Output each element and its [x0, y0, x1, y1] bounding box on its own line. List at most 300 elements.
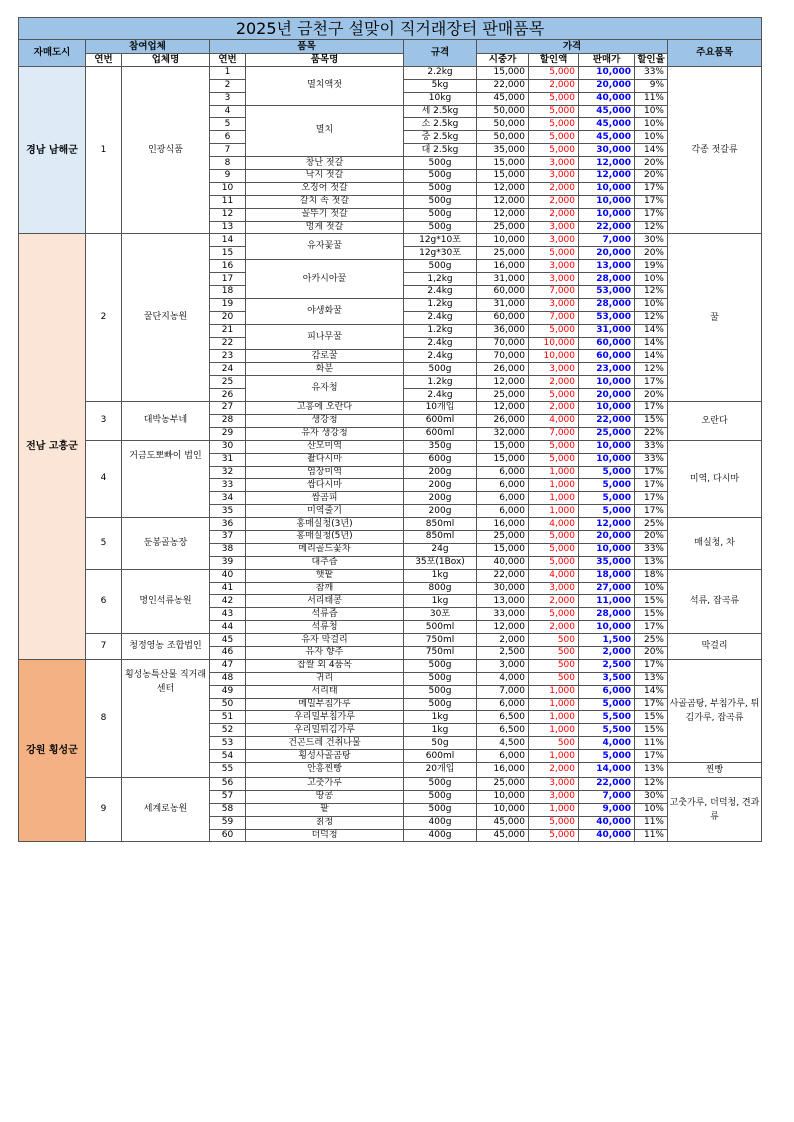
item-name-cell: 미역줄기 — [246, 505, 404, 518]
spec-cell: 24g — [404, 543, 477, 556]
page-title: 2025년 금천구 설맞이 직거래장터 판매품목 — [19, 18, 762, 40]
discount-cell: 3,000 — [529, 221, 579, 234]
sale-price-cell: 5,000 — [579, 698, 635, 711]
spec-cell: 500g — [404, 221, 477, 234]
discount-rate-cell: 17% — [635, 621, 668, 634]
discount-cell: 500 — [529, 634, 579, 647]
spec-cell: 500g — [404, 698, 477, 711]
spec-cell: 12g*30포 — [404, 247, 477, 260]
header-price-group: 가격 — [477, 40, 668, 54]
spec-cell: 500g — [404, 208, 477, 221]
discount-cell: 3,000 — [529, 260, 579, 273]
discount-cell: 1,000 — [529, 492, 579, 505]
table-row — [19, 402, 762, 415]
item-no-cell: 50 — [210, 698, 246, 711]
spec-cell: 800g — [404, 582, 477, 595]
company-no-cell: 9 — [86, 777, 122, 841]
item-no-cell: 14 — [210, 234, 246, 247]
spec-cell: 1kg — [404, 711, 477, 724]
table-row — [19, 440, 762, 453]
discount-rate-cell: 18% — [635, 569, 668, 582]
retail-price-cell: 12,000 — [477, 195, 529, 208]
discount-cell: 1,000 — [529, 505, 579, 518]
sale-price-cell: 60,000 — [579, 337, 635, 350]
discount-rate-cell: 14% — [635, 350, 668, 363]
item-name-cell: 멸치액젓 — [246, 66, 404, 105]
retail-price-cell: 2,000 — [477, 634, 529, 647]
discount-rate-cell: 14% — [635, 144, 668, 157]
item-no-cell: 56 — [210, 777, 246, 790]
discount-rate-cell: 14% — [635, 324, 668, 337]
discount-rate-cell: 25% — [635, 634, 668, 647]
product-table — [18, 17, 762, 842]
retail-price-cell: 33,000 — [477, 608, 529, 621]
spec-cell: 1.2kg — [404, 298, 477, 311]
item-name-cell: 촬다시마 — [246, 453, 404, 466]
item-no-cell: 55 — [210, 762, 246, 777]
item-name-cell: 아카시아꿀 — [246, 260, 404, 299]
discount-rate-cell: 20% — [635, 170, 668, 183]
item-no-cell: 39 — [210, 556, 246, 569]
retail-price-cell: 22,000 — [477, 79, 529, 92]
retail-price-cell: 15,000 — [477, 543, 529, 556]
sale-price-cell: 5,500 — [579, 711, 635, 724]
retail-price-cell: 4,500 — [477, 737, 529, 750]
item-no-cell: 45 — [210, 634, 246, 647]
item-no-cell: 52 — [210, 724, 246, 737]
sale-price-cell: 20,000 — [579, 247, 635, 260]
spec-cell: 1kg — [404, 569, 477, 582]
spec-cell: 500g — [404, 157, 477, 170]
discount-cell: 500 — [529, 737, 579, 750]
sale-price-cell: 10,000 — [579, 453, 635, 466]
item-no-cell: 25 — [210, 376, 246, 389]
header-retail: 시중가 — [477, 54, 529, 67]
item-no-cell: 24 — [210, 363, 246, 376]
main-items-cell: 오란다 — [668, 402, 762, 441]
header-main-items: 주요품목 — [668, 40, 762, 67]
item-no-cell: 35 — [210, 505, 246, 518]
item-no-cell: 27 — [210, 402, 246, 415]
item-no-cell: 23 — [210, 350, 246, 363]
sale-price-cell: 12,000 — [579, 170, 635, 183]
region-cell: 전남 고흥군 — [19, 234, 86, 659]
spec-cell: 20개입 — [404, 762, 477, 777]
sale-price-cell: 12,000 — [579, 157, 635, 170]
spec-cell: 600ml — [404, 414, 477, 427]
spec-cell: 500g — [404, 170, 477, 183]
item-no-cell: 8 — [210, 157, 246, 170]
retail-price-cell: 25,000 — [477, 530, 529, 543]
spec-cell: 350g — [404, 440, 477, 453]
sale-price-cell: 60,000 — [579, 350, 635, 363]
discount-cell: 5,000 — [529, 816, 579, 829]
discount-cell: 3,000 — [529, 234, 579, 247]
sale-price-cell: 45,000 — [579, 105, 635, 118]
item-name-cell: 햇팥 — [246, 569, 404, 582]
discount-rate-cell: 11% — [635, 92, 668, 105]
retail-price-cell: 4,000 — [477, 672, 529, 685]
header-discount: 할인액 — [529, 54, 579, 67]
table-row — [19, 569, 762, 582]
item-no-cell: 43 — [210, 608, 246, 621]
retail-price-cell: 13,000 — [477, 595, 529, 608]
retail-price-cell: 6,500 — [477, 724, 529, 737]
spec-cell: 600ml — [404, 750, 477, 763]
sale-price-cell: 25,000 — [579, 427, 635, 440]
discount-cell: 3,000 — [529, 273, 579, 286]
item-no-cell: 16 — [210, 260, 246, 273]
discount-rate-cell: 13% — [635, 762, 668, 777]
retail-price-cell: 6,500 — [477, 711, 529, 724]
item-name-cell: 멸치 — [246, 105, 404, 157]
retail-price-cell: 70,000 — [477, 350, 529, 363]
discount-cell: 3,000 — [529, 582, 579, 595]
sale-price-cell: 12,000 — [579, 518, 635, 531]
discount-rate-cell: 25% — [635, 518, 668, 531]
discount-rate-cell: 15% — [635, 724, 668, 737]
retail-price-cell: 36,000 — [477, 324, 529, 337]
discount-cell: 5,000 — [529, 105, 579, 118]
company-no-cell: 3 — [86, 402, 122, 441]
item-no-cell: 31 — [210, 453, 246, 466]
retail-price-cell: 12,000 — [477, 208, 529, 221]
item-no-cell: 5 — [210, 118, 246, 131]
main-items-cell: 미역, 다시마 — [668, 440, 762, 517]
company-no-cell: 4 — [86, 440, 122, 517]
spec-cell: 500g — [404, 182, 477, 195]
sale-price-cell: 22,000 — [579, 221, 635, 234]
discount-rate-cell: 17% — [635, 479, 668, 492]
item-no-cell: 59 — [210, 816, 246, 829]
main-items-cell: 매실청, 차 — [668, 518, 762, 570]
discount-cell: 500 — [529, 646, 579, 659]
item-name-cell: 귀리 — [246, 672, 404, 685]
retail-price-cell: 6,000 — [477, 492, 529, 505]
retail-price-cell: 16,000 — [477, 762, 529, 777]
spec-cell: 400g — [404, 816, 477, 829]
spec-cell: 1.2kg — [404, 324, 477, 337]
retail-price-cell: 15,000 — [477, 453, 529, 466]
discount-cell: 5,000 — [529, 440, 579, 453]
item-name-cell: 건곤드레 건취나물 — [246, 737, 404, 750]
item-no-cell: 58 — [210, 803, 246, 816]
discount-rate-cell: 12% — [635, 221, 668, 234]
retail-price-cell: 50,000 — [477, 131, 529, 144]
retail-price-cell: 50,000 — [477, 118, 529, 131]
retail-price-cell: 16,000 — [477, 260, 529, 273]
discount-cell: 5,000 — [529, 389, 579, 402]
discount-rate-cell: 20% — [635, 646, 668, 659]
retail-price-cell: 6,000 — [477, 466, 529, 479]
main-items-cell: 석류, 잡곡류 — [668, 569, 762, 633]
item-no-cell: 13 — [210, 221, 246, 234]
sale-price-cell: 5,000 — [579, 466, 635, 479]
item-name-cell: 서리태 — [246, 685, 404, 698]
sale-price-cell: 10,000 — [579, 208, 635, 221]
discount-rate-cell: 10% — [635, 298, 668, 311]
spec-cell: 2.2kg — [404, 66, 477, 79]
main-items-cell: 사골곰탕, 부침가루, 튀김가루, 잡곡류 — [668, 659, 762, 762]
discount-rate-cell: 33% — [635, 453, 668, 466]
discount-rate-cell: 11% — [635, 816, 668, 829]
sale-price-cell: 10,000 — [579, 621, 635, 634]
spec-cell: 500g — [404, 790, 477, 803]
item-name-cell: 홍매실청(5년) — [246, 530, 404, 543]
item-name-cell: 횡성사골곰탕 — [246, 750, 404, 763]
retail-price-cell: 45,000 — [477, 816, 529, 829]
main-items-cell: 각종 젓갈류 — [668, 66, 762, 234]
header-company-name: 업체명 — [122, 54, 210, 67]
item-no-cell: 18 — [210, 286, 246, 299]
spec-cell: 200g — [404, 492, 477, 505]
region-cell: 경남 남해군 — [19, 66, 86, 234]
company-no-cell: 5 — [86, 518, 122, 570]
discount-cell: 5,000 — [529, 247, 579, 260]
retail-price-cell: 30,000 — [477, 582, 529, 595]
main-items-cell: 찐빵 — [668, 762, 762, 777]
discount-rate-cell: 15% — [635, 414, 668, 427]
discount-cell: 2,000 — [529, 402, 579, 415]
spec-cell: 500g — [404, 659, 477, 672]
spec-cell: 2.4kg — [404, 389, 477, 402]
company-no-cell: 8 — [86, 659, 122, 777]
discount-rate-cell: 17% — [635, 492, 668, 505]
discount-cell: 4,000 — [529, 518, 579, 531]
sale-price-cell: 10,000 — [579, 195, 635, 208]
discount-cell: 1,000 — [529, 803, 579, 816]
sale-price-cell: 10,000 — [579, 182, 635, 195]
discount-rate-cell: 10% — [635, 803, 668, 816]
discount-cell: 500 — [529, 672, 579, 685]
spec-cell: 600g — [404, 453, 477, 466]
discount-rate-cell: 20% — [635, 389, 668, 402]
discount-rate-cell: 10% — [635, 582, 668, 595]
item-no-cell: 3 — [210, 92, 246, 105]
item-name-cell: 야생화꿀 — [246, 298, 404, 324]
company-name-cell: 둔봉골농장 — [122, 518, 210, 570]
header-sale: 판매가 — [579, 54, 635, 67]
retail-price-cell: 31,000 — [477, 273, 529, 286]
discount-rate-cell: 33% — [635, 543, 668, 556]
item-no-cell: 32 — [210, 466, 246, 479]
sale-price-cell: 30,000 — [579, 144, 635, 157]
discount-rate-cell: 17% — [635, 698, 668, 711]
sale-price-cell: 18,000 — [579, 569, 635, 582]
discount-rate-cell: 30% — [635, 234, 668, 247]
discount-rate-cell: 17% — [635, 659, 668, 672]
item-name-cell: 멍게 젓갈 — [246, 221, 404, 234]
retail-price-cell: 45,000 — [477, 829, 529, 842]
discount-cell: 1,000 — [529, 711, 579, 724]
discount-cell: 2,000 — [529, 595, 579, 608]
discount-rate-cell: 12% — [635, 311, 668, 324]
discount-cell: 5,000 — [529, 92, 579, 105]
discount-rate-cell: 17% — [635, 505, 668, 518]
item-name-cell: 피나무꿀 — [246, 324, 404, 350]
item-no-cell: 19 — [210, 298, 246, 311]
header-company-no: 연번 — [86, 54, 122, 67]
company-no-cell: 7 — [86, 634, 122, 660]
discount-rate-cell: 17% — [635, 750, 668, 763]
item-no-cell: 12 — [210, 208, 246, 221]
discount-cell: 5,000 — [529, 556, 579, 569]
item-name-cell: 유자 향주 — [246, 646, 404, 659]
spec-cell: 1,2kg — [404, 273, 477, 286]
item-name-cell: 유자 막걸리 — [246, 634, 404, 647]
discount-cell: 10,000 — [529, 337, 579, 350]
retail-price-cell: 31,000 — [477, 298, 529, 311]
discount-cell: 5,000 — [529, 530, 579, 543]
item-name-cell: 고춧가루 — [246, 777, 404, 790]
retail-price-cell: 6,000 — [477, 505, 529, 518]
sale-price-cell: 23,000 — [579, 363, 635, 376]
discount-cell: 1,000 — [529, 479, 579, 492]
retail-price-cell: 6,000 — [477, 698, 529, 711]
discount-rate-cell: 30% — [635, 790, 668, 803]
discount-rate-cell: 12% — [635, 363, 668, 376]
item-no-cell: 48 — [210, 672, 246, 685]
retail-price-cell: 7,000 — [477, 685, 529, 698]
retail-price-cell: 15,000 — [477, 170, 529, 183]
discount-rate-cell: 12% — [635, 286, 668, 299]
retail-price-cell: 45,000 — [477, 92, 529, 105]
spec-cell: 1kg — [404, 595, 477, 608]
discount-cell: 3,000 — [529, 157, 579, 170]
item-name-cell: 안흥찐빵 — [246, 762, 404, 777]
discount-cell: 1,000 — [529, 724, 579, 737]
discount-rate-cell: 17% — [635, 402, 668, 415]
retail-price-cell: 22,000 — [477, 569, 529, 582]
retail-price-cell: 26,000 — [477, 414, 529, 427]
retail-price-cell: 15,000 — [477, 66, 529, 79]
item-no-cell: 37 — [210, 530, 246, 543]
item-name-cell: 더덕청 — [246, 829, 404, 842]
item-no-cell: 60 — [210, 829, 246, 842]
region-cell: 강원 횡성군 — [19, 659, 86, 842]
item-no-cell: 22 — [210, 337, 246, 350]
sale-price-cell: 9,000 — [579, 803, 635, 816]
item-name-cell: 팥 — [246, 803, 404, 816]
discount-cell: 7,000 — [529, 311, 579, 324]
discount-cell: 5,000 — [529, 131, 579, 144]
sale-price-cell: 28,000 — [579, 298, 635, 311]
table-row — [19, 659, 762, 672]
retail-price-cell: 2,500 — [477, 646, 529, 659]
retail-price-cell: 10,000 — [477, 803, 529, 816]
item-name-cell: 땅콩 — [246, 790, 404, 803]
item-name-cell: 쌈곰피 — [246, 492, 404, 505]
discount-cell: 2,000 — [529, 79, 579, 92]
item-name-cell: 우리밀부침가루 — [246, 711, 404, 724]
spec-cell: 750ml — [404, 634, 477, 647]
spec-cell: 600ml — [404, 427, 477, 440]
item-no-cell: 57 — [210, 790, 246, 803]
item-no-cell: 34 — [210, 492, 246, 505]
discount-rate-cell: 15% — [635, 711, 668, 724]
discount-rate-cell: 17% — [635, 208, 668, 221]
item-no-cell: 26 — [210, 389, 246, 402]
discount-cell: 3,000 — [529, 170, 579, 183]
sale-price-cell: 27,000 — [579, 582, 635, 595]
sale-price-cell: 10,000 — [579, 543, 635, 556]
item-no-cell: 7 — [210, 144, 246, 157]
sale-price-cell: 3,500 — [579, 672, 635, 685]
discount-cell: 5,000 — [529, 66, 579, 79]
company-no-cell: 2 — [86, 234, 122, 402]
item-name-cell: 서리태콩 — [246, 595, 404, 608]
table-row — [19, 234, 762, 247]
discount-cell: 2,000 — [529, 182, 579, 195]
company-name-cell: 꿀단지농원 — [122, 234, 210, 402]
item-no-cell: 46 — [210, 646, 246, 659]
retail-price-cell: 40,000 — [477, 556, 529, 569]
item-no-cell: 10 — [210, 182, 246, 195]
discount-cell: 5,000 — [529, 324, 579, 337]
sale-price-cell: 20,000 — [579, 79, 635, 92]
spec-cell: 400g — [404, 829, 477, 842]
item-name-cell: 메리골드꽃차 — [246, 543, 404, 556]
company-name-cell: 명인석류농원 — [122, 569, 210, 633]
spec-cell: 2.4kg — [404, 311, 477, 324]
spec-cell: 대 2.5kg — [404, 144, 477, 157]
sale-price-cell: 20,000 — [579, 530, 635, 543]
discount-rate-cell: 10% — [635, 118, 668, 131]
retail-price-cell: 60,000 — [477, 311, 529, 324]
sale-price-cell: 2,000 — [579, 646, 635, 659]
sale-price-cell: 10,000 — [579, 376, 635, 389]
discount-cell: 3,000 — [529, 298, 579, 311]
sale-price-cell: 40,000 — [579, 92, 635, 105]
discount-cell: 5,000 — [529, 118, 579, 131]
sale-price-cell: 28,000 — [579, 273, 635, 286]
spec-cell: 1kg — [404, 724, 477, 737]
item-name-cell: 산모미역 — [246, 440, 404, 453]
discount-cell: 5,000 — [529, 543, 579, 556]
item-no-cell: 41 — [210, 582, 246, 595]
company-name-cell: 거금도뽀빠이 법인 — [122, 440, 210, 517]
spec-cell: 2.4kg — [404, 350, 477, 363]
item-name-cell: 낙지 젓갈 — [246, 170, 404, 183]
discount-rate-cell: 10% — [635, 105, 668, 118]
retail-price-cell: 32,000 — [477, 427, 529, 440]
header-item-name: 품목명 — [246, 54, 404, 67]
table-row — [19, 777, 762, 790]
sale-price-cell: 40,000 — [579, 829, 635, 842]
sale-price-cell: 5,500 — [579, 724, 635, 737]
sale-price-cell: 31,000 — [579, 324, 635, 337]
item-name-cell: 메밀부침가루 — [246, 698, 404, 711]
retail-price-cell: 3,000 — [477, 659, 529, 672]
item-no-cell: 54 — [210, 750, 246, 763]
item-no-cell: 20 — [210, 311, 246, 324]
discount-rate-cell: 17% — [635, 195, 668, 208]
item-name-cell: 석류청 — [246, 621, 404, 634]
discount-cell: 3,000 — [529, 790, 579, 803]
item-name-cell: 쌈다시마 — [246, 479, 404, 492]
item-name-cell: 참깨 — [246, 582, 404, 595]
retail-price-cell: 15,000 — [477, 157, 529, 170]
item-no-cell: 53 — [210, 737, 246, 750]
discount-cell: 1,000 — [529, 698, 579, 711]
retail-price-cell: 16,000 — [477, 518, 529, 531]
spec-cell: 소 2.5kg — [404, 118, 477, 131]
spec-cell: 5kg — [404, 79, 477, 92]
spec-cell: 500g — [404, 260, 477, 273]
table-body — [19, 66, 762, 842]
retail-price-cell: 6,000 — [477, 750, 529, 763]
item-name-cell: 염장미역 — [246, 466, 404, 479]
